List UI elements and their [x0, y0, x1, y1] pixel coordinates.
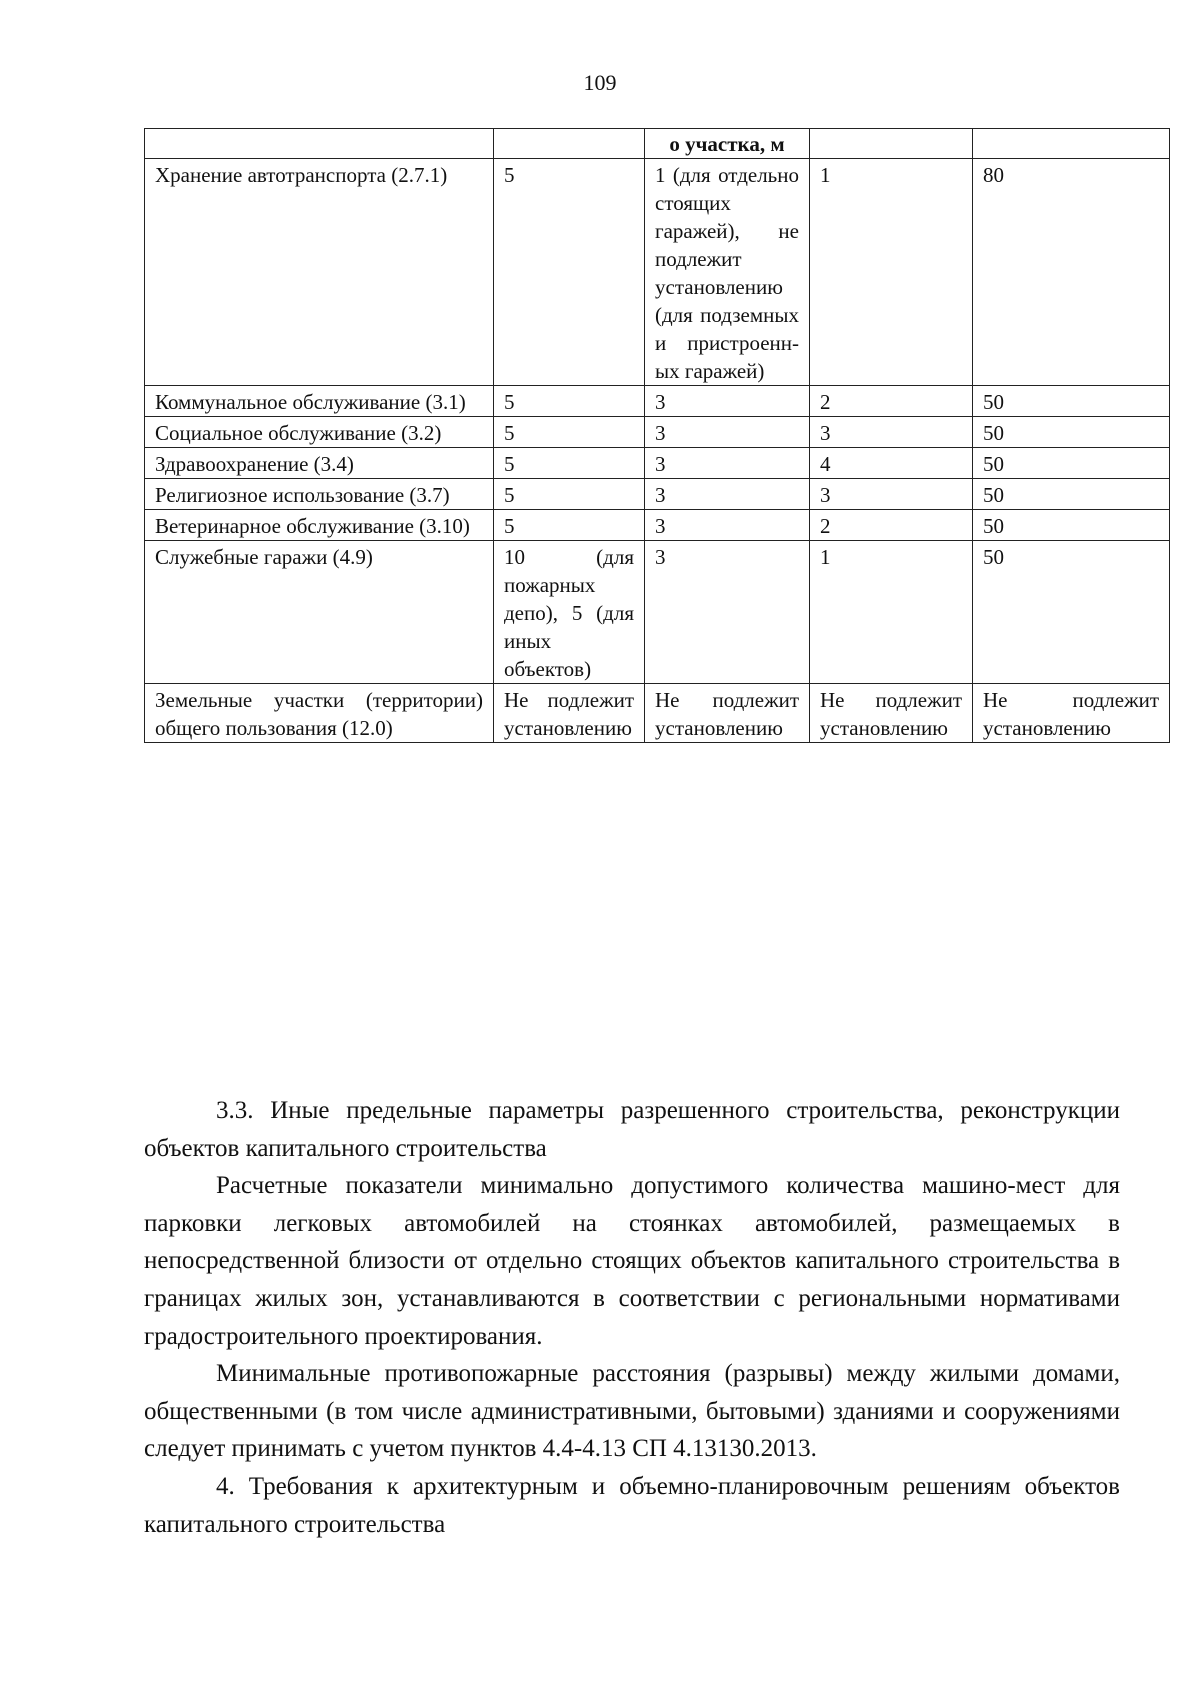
- table-cell: 1: [810, 159, 973, 386]
- table-cell: Социальное обслуживание (3.2): [145, 417, 494, 448]
- table-cell: 3: [645, 479, 810, 510]
- table-cell: 3: [645, 417, 810, 448]
- section-4-heading-paragraph: 4. Требования к архитектурным и объемно-планировочным решениям объектов капитального строительства: [144, 1472, 1120, 1538]
- table-cell: 50: [973, 417, 1170, 448]
- table-cell: Хранение автотранспорта (2.7.1): [145, 159, 494, 386]
- table-header-cell: [810, 129, 973, 159]
- table-cell: Коммунальное обслуживание (3.1): [145, 386, 494, 417]
- table-cell: 3: [810, 479, 973, 510]
- table-cell: 3: [645, 510, 810, 541]
- table-cell: Не подлежит установлению: [810, 684, 973, 743]
- parking-paragraph: Расчетные показатели минимально допустимого количества машино-мест для парковки легковых автомобилей на стоянках автомобилей, размещаемых в непосредственной близости от отдельно стоящих объектов капитального строительства в границах жилых зон, устанавливаются в соответствии с региональными нормативами градостроительного проектирования.: [144, 1172, 1120, 1350]
- table-cell: Здравоохранение (3.4): [145, 448, 494, 479]
- table-cell: Ветеринарное обслуживание (3.10): [145, 510, 494, 541]
- table-cell: 5: [494, 448, 645, 479]
- table-cell: 80: [973, 159, 1170, 386]
- table-header-cell: [494, 129, 645, 159]
- table-cell: 1 (для отдельно стоящих гаражей), не подлежит установлению (для подземных и пристроенных гаражей): [645, 159, 810, 386]
- table-cell: 50: [973, 510, 1170, 541]
- table-cell: 50: [973, 479, 1170, 510]
- table-row: [145, 159, 1170, 386]
- table-cell: 5: [494, 417, 645, 448]
- table-cell: Религиозное использование (3.7): [145, 479, 494, 510]
- table-cell: 3: [645, 541, 810, 684]
- table-cell: 50: [973, 448, 1170, 479]
- table-cell: 5: [494, 159, 645, 386]
- table-row: [145, 510, 1170, 541]
- table-row: [145, 541, 1170, 684]
- table-cell: 4: [810, 448, 973, 479]
- fire-distance-paragraph: Минимальные противопожарные расстояния (разрывы) между жилыми домами, общественными (в том числе административными, бытовыми) зданиями и сооружениями следует принимать с учетом пунктов 4.4-4.13 СП 4.13130.2013.: [144, 1360, 1120, 1463]
- table-header-cell: [973, 129, 1170, 159]
- table-cell: 50: [973, 541, 1170, 684]
- table-cell: Не подлежит установлению: [645, 684, 810, 743]
- table-header-row: [145, 129, 1170, 159]
- table-row: [145, 386, 1170, 417]
- table-cell: 50: [973, 386, 1170, 417]
- parameters-table: [144, 128, 1170, 743]
- table-cell: 5: [494, 386, 645, 417]
- table-row: [145, 479, 1170, 510]
- table-row: [145, 448, 1170, 479]
- table-cell: Не подлежит установлению: [494, 684, 645, 743]
- table-cell: 2: [810, 510, 973, 541]
- table-header-cell: о участка, м: [645, 129, 810, 159]
- table-header-cell: [145, 129, 494, 159]
- table-cell: Не подлежит установлению: [973, 684, 1170, 743]
- table-cell: 3: [810, 417, 973, 448]
- table-cell: 2: [810, 386, 973, 417]
- table-row: [145, 417, 1170, 448]
- body-text: [144, 1092, 1120, 1543]
- section-heading-paragraph: 3.3. Иные предельные параметры разрешенного строительства, реконструкции объектов капитального строительства: [144, 1097, 1120, 1162]
- table-cell: 1: [810, 541, 973, 684]
- table-cell: 5: [494, 510, 645, 541]
- table-row: [145, 684, 1170, 743]
- table-cell: Служебные гаражи (4.9): [145, 541, 494, 684]
- table-cell: Земельные участки (территории) общего пользования (12.0): [145, 684, 494, 743]
- table-cell: 10 (для пожарных депо), 5 (для иных объектов): [494, 541, 645, 684]
- table-cell: 3: [645, 448, 810, 479]
- table-cell: 3: [645, 386, 810, 417]
- page-number: 109: [583, 70, 617, 95]
- table-cell: 5: [494, 479, 645, 510]
